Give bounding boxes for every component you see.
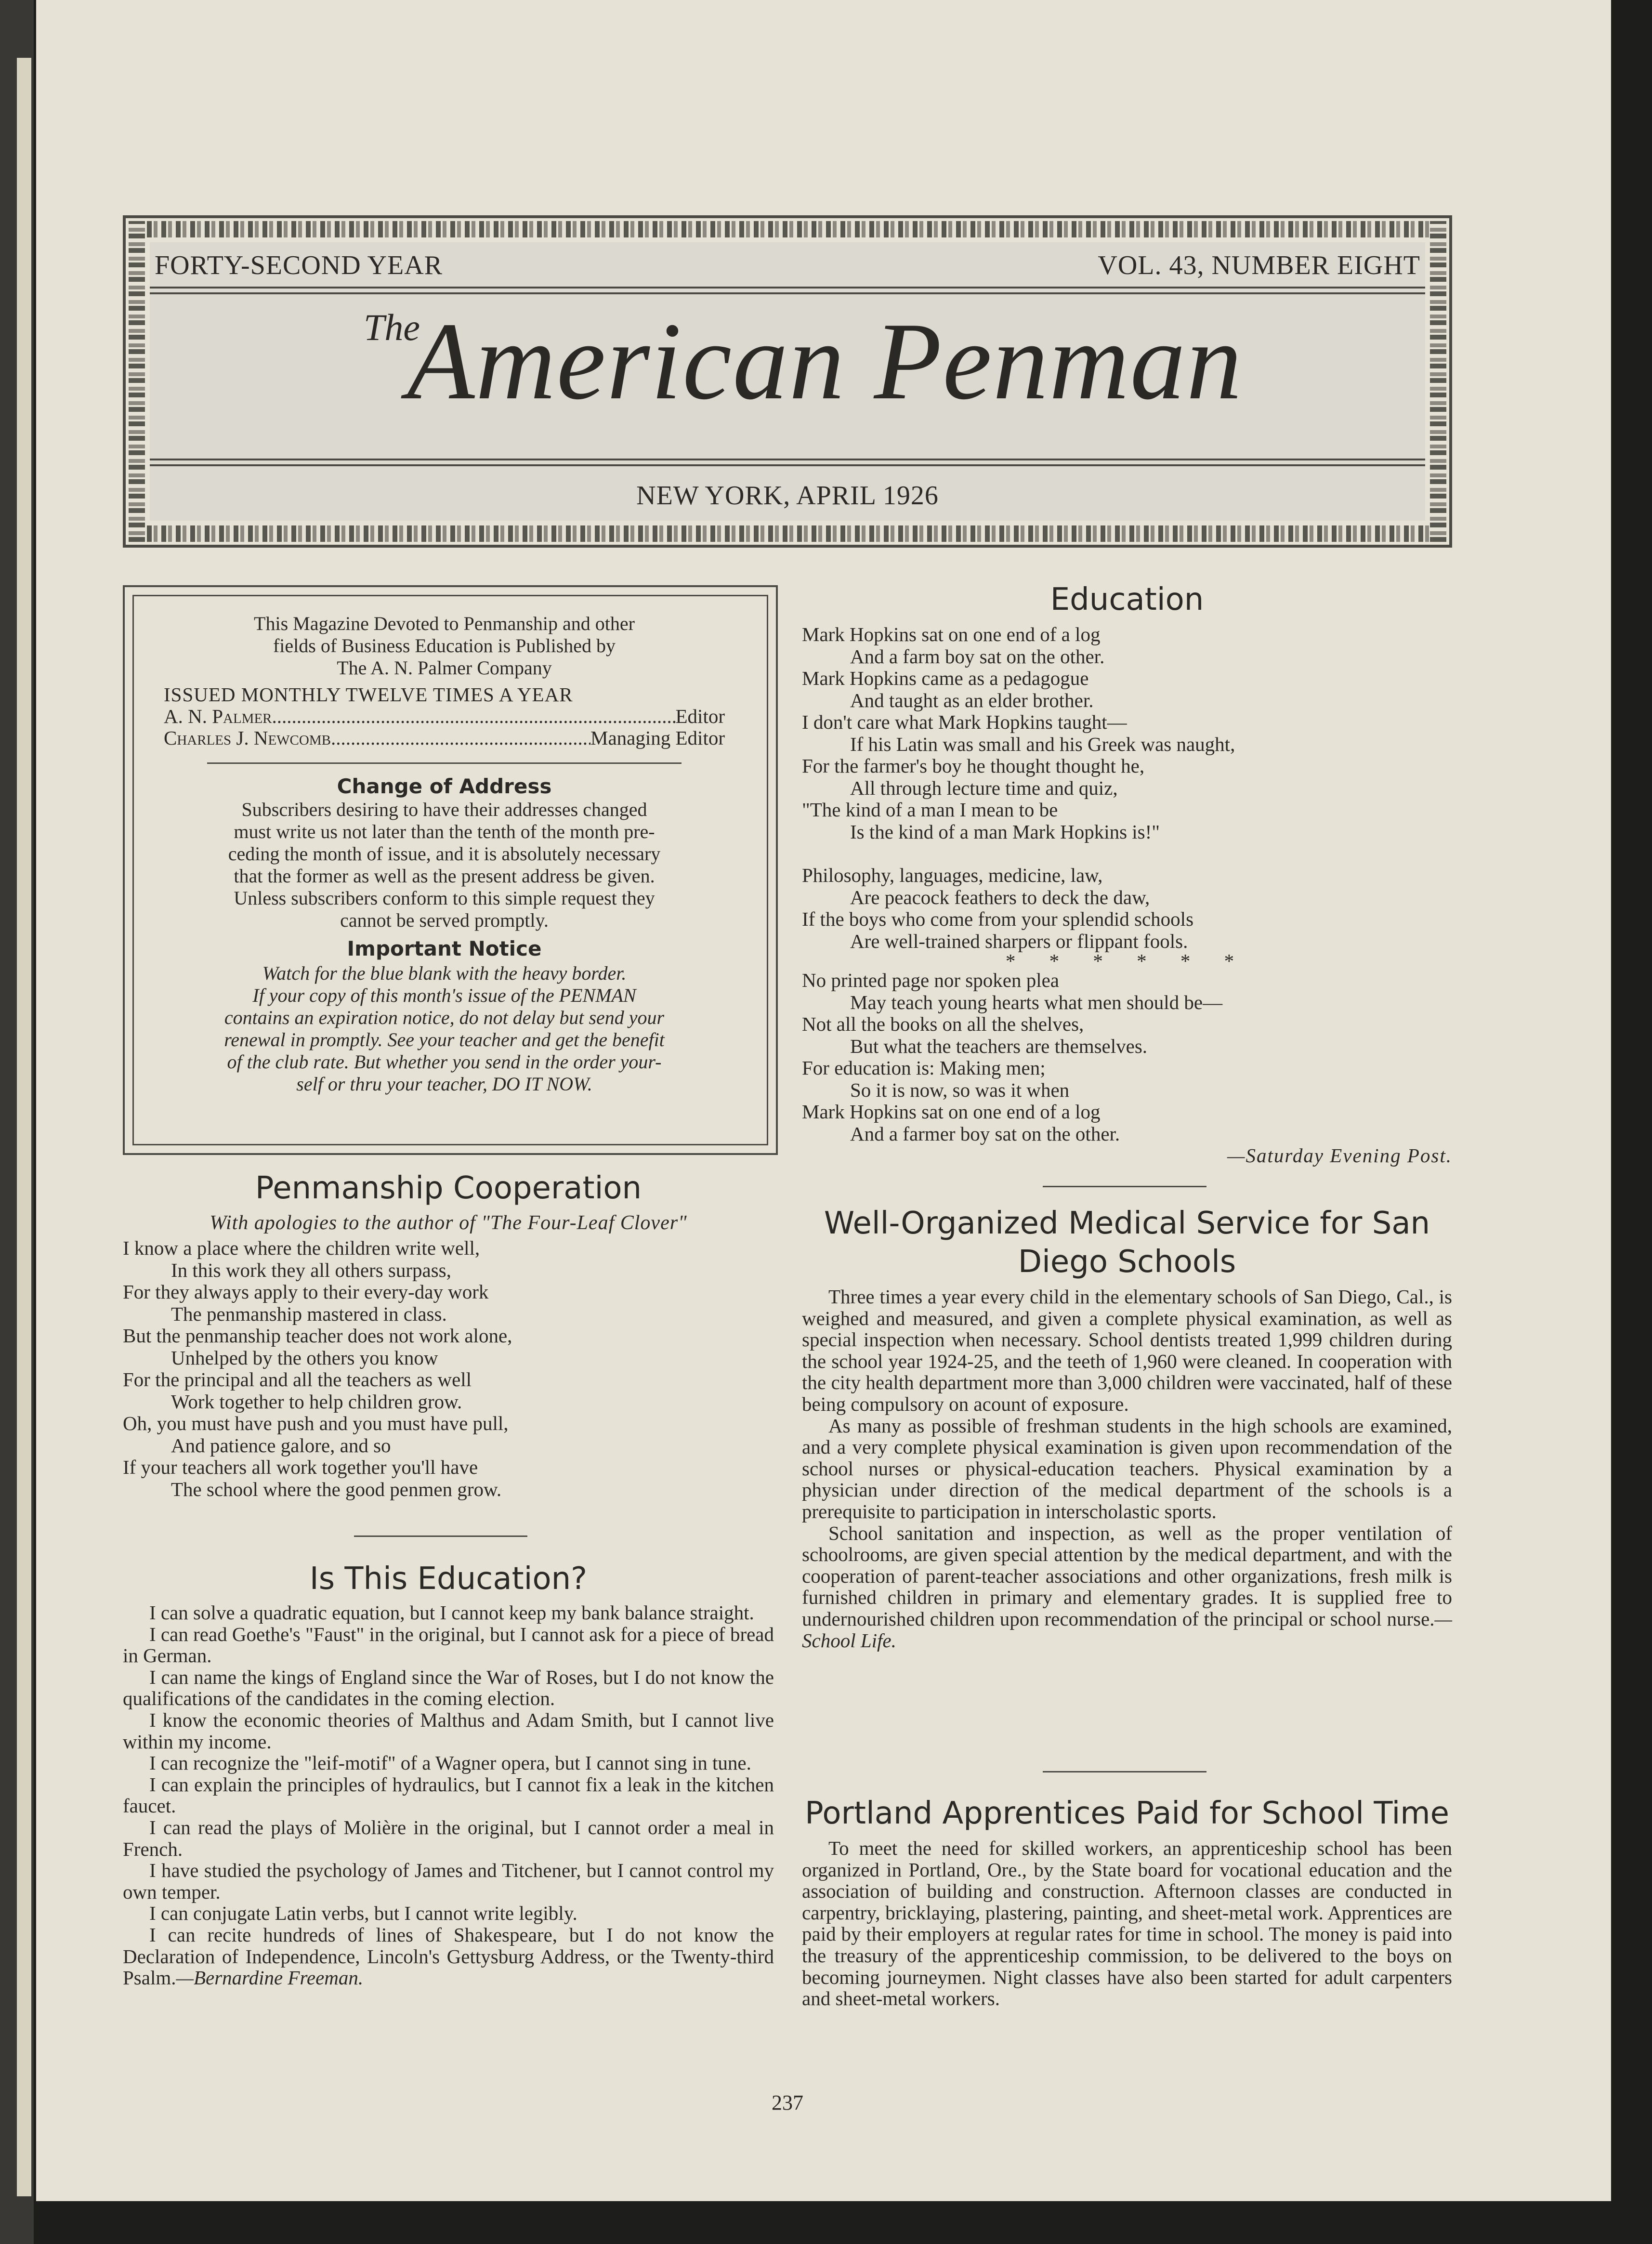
education-poem-article <box>802 576 1452 1167</box>
notice-line: contains an expiration notice, do not delay but send your <box>224 1007 665 1028</box>
poem-line: All through lecture time and quiz, <box>850 776 1118 799</box>
notice-line: If your copy of this month's issue of the PENMAN <box>252 984 636 1006</box>
education-credit: —Saturday Evening Post. <box>1227 1144 1452 1167</box>
poem-line: And a farmer boy sat on the other. <box>850 1122 1120 1145</box>
education-stanza <box>802 865 1452 952</box>
masthead-dateline: NEW YORK, APRIL 1926 <box>636 481 939 511</box>
medical-credit: —School Life. <box>802 1607 1452 1652</box>
masthead-title: American Penman <box>407 300 1243 422</box>
poem-line: "The kind of a man I mean to be <box>802 799 1058 821</box>
masthead-volume: VOL. 43, NUMBER EIGHT <box>1098 250 1420 280</box>
poem-line: And taught as an elder brother. <box>850 689 1094 711</box>
poem-line: So it is now, so was it when <box>850 1078 1070 1101</box>
poem-line: Is the kind of a man Mark Hopkins is!" <box>850 820 1160 843</box>
paragraph: I can recognize the "leif-motif" of a Wagner opera, but I cannot sing in tune. <box>149 1752 751 1774</box>
info-line: This Magazine Devoted to Penmanship and other <box>254 613 635 634</box>
poem-line: Mark Hopkins sat on one end of a log <box>802 623 1101 645</box>
facing-page-margin <box>17 58 31 2196</box>
page-number: 237 <box>772 2091 803 2114</box>
notice-line: self or thru your teacher, DO IT NOW. <box>296 1073 592 1095</box>
change-address-line: ceding the month of issue, and it is absolutely necessary <box>228 843 661 865</box>
is-education-article <box>123 1556 774 1989</box>
cooperation-subtitle: With apologies to the author of "The Four-Leaf Clover" <box>210 1212 687 1234</box>
medical-article <box>802 1204 1452 1651</box>
paragraph: I can conjugate Latin verbs, but I cannot write legibly. <box>149 1902 577 1925</box>
info-divider <box>207 762 682 764</box>
cooperation-poem <box>123 1237 774 1500</box>
poem-line: For education is: Making men; <box>802 1057 1046 1079</box>
important-notice-heading: Important Notice <box>347 937 542 960</box>
notice-line: Watch for the blue blank with the heavy border. <box>262 962 627 984</box>
poem-line: For the principal and all the teachers as well <box>123 1368 472 1391</box>
paragraph: I can solve a quadratic equation, but I cannot keep my bank balance straight. <box>149 1601 754 1624</box>
is-education-credit: —Bernardine Freeman. <box>176 1967 364 1989</box>
poem-line: I know a place where the children write well, <box>123 1237 480 1259</box>
paragraph: I can name the kings of England since the War of Roses, but I do not know the qualifications of the candidates in the coming election. <box>123 1666 774 1710</box>
editor-line <box>164 706 725 727</box>
masthead-rule-lower <box>150 459 1425 460</box>
poem-line: And a farm boy sat on the other. <box>850 645 1105 668</box>
poem-line: Work together to help children grow. <box>171 1390 462 1413</box>
paragraph: I can recite hundreds of lines of Shakespeare, but I do not know the Declaration of Independence, Lincoln's Gettysburg Address, or the Twenty-third Psalm.—Bernardine Freeman. <box>123 1923 774 1989</box>
poem-line: Oh, you must have push and you must have pull, <box>123 1412 509 1434</box>
masthead-rule-lower-2 <box>150 464 1425 466</box>
masthead-title-the: The <box>364 306 420 348</box>
portland-title: Portland Apprentices Paid for School Time <box>805 1796 1449 1831</box>
editor-role: Editor <box>675 705 725 727</box>
poem-line: In this work they all others surpass, <box>171 1259 451 1281</box>
masthead-rule-upper <box>150 287 1425 289</box>
managing-editor-line <box>164 727 725 749</box>
poem-line: May teach young hearts what men should be— <box>850 991 1223 1013</box>
poem-line: If your teachers all work together you'll have <box>123 1456 478 1478</box>
paragraph: I have studied the psychology of James and Titchener, but I cannot control my own temper. <box>123 1859 774 1903</box>
medical-title: Well-Organized Medical Service for San <box>824 1206 1430 1241</box>
paragraph: I can read the plays of Molière in the original, but I cannot order a meal in French. <box>123 1816 774 1860</box>
managing-editor-role: Managing Editor <box>590 727 725 749</box>
important-notice-text <box>164 962 725 1095</box>
notice-line: of the club rate. But whether you send in the order your- <box>227 1051 662 1073</box>
portland-body: To meet the need for skilled workers, an apprenticeship school has been organized in Portland, Ore., by the State board for vocational education and the association of building and construction. Afternoon classes are conducted in carpentry, bricklaying, plastering, painting, and sheet-metal work. Apprentices are paid by their employers at regular rates for time in school. The money is paid into the treasury of the apprenticeship commission, to be delivered to the boys on becoming journeymen. Night classes have also been started for adult carpenters and sheet-metal workers. <box>802 1837 1452 2010</box>
is-education-title: Is This Education? <box>309 1561 588 1597</box>
poem-line: If his Latin was small and his Greek was naught, <box>850 733 1235 755</box>
education-title: Education <box>1050 582 1204 617</box>
paragraph: I can read Goethe's "Faust" in the original, but I cannot ask for a piece of bread in German. <box>123 1623 774 1667</box>
poem-line: For the farmer's boy he thought thought he, <box>802 755 1145 777</box>
poem-line: But what the teachers are themselves. <box>850 1035 1148 1057</box>
notice-line: renewal in promptly. See your teacher and get the benefit <box>224 1029 665 1050</box>
cooperation-title: Penmanship Cooperation <box>255 1170 642 1206</box>
managing-editor-name: Charles J. Newcomb <box>164 727 331 749</box>
paragraph: I know the economic theories of Malthus and Adam Smith, but I cannot live within my income. <box>123 1708 774 1753</box>
poem-line: I don't care what Mark Hopkins taught— <box>802 711 1127 733</box>
poem-line: No printed page nor spoken plea <box>802 969 1059 991</box>
change-address-text <box>164 799 725 932</box>
paragraph: I can explain the principles of hydraulics, but I cannot fix a leak in the kitchen faucet. <box>123 1773 774 1817</box>
editor-name: A. N. Palmer <box>164 705 272 727</box>
poem-line: Philosophy, languages, medicine, law, <box>802 864 1103 886</box>
stanza-separator: * * * * * * <box>1005 950 1249 972</box>
change-address-line: Unless subscribers conform to this simple request they <box>234 887 655 909</box>
masthead <box>123 215 1452 548</box>
poem-line: Unhelped by the others you know <box>171 1346 438 1369</box>
masthead-ornament-bottom <box>132 525 1442 542</box>
change-address-line: Subscribers desiring to have their addresses changed <box>241 799 647 820</box>
poem-line: But the penmanship teacher does not work alone, <box>123 1325 512 1347</box>
poem-line: And patience galore, and so <box>171 1434 391 1457</box>
poem-line: The school where the good penmen grow. <box>171 1478 502 1500</box>
masthead-ornament-top <box>132 221 1442 237</box>
masthead-year: FORTY-SECOND YEAR <box>155 250 443 280</box>
article-divider <box>1043 1771 1206 1772</box>
masthead-rule-upper-2 <box>150 292 1425 294</box>
poem-line: For they always apply to their every-day work <box>123 1281 489 1303</box>
cooperation-article <box>123 1168 774 1500</box>
poem-line: Mark Hopkins came as a pedagogue <box>802 667 1089 689</box>
change-address-line: must write us not later than the tenth of the month pre- <box>234 821 655 842</box>
article-divider <box>1043 1186 1206 1187</box>
education-stanza <box>802 970 1452 1145</box>
paragraph: Three times a year every child in the elementary schools of San Diego, Cal., is weighed and measured, and given a complete physical examination, as well as special inspection when necessary. School dentists treated 1,999 children during the school year 1924-25, and the teeth of 1,960 were cleaned. In cooperation with the city health department more than 3,000 children were vaccinated, half of these being compulsory on acount of exposure. <box>802 1286 1452 1415</box>
paragraph: School sanitation and inspection, as well as the proper ventilation of schoolrooms, are given special attention by the medical department, and with the cooperation of parent-teacher associations and other organizations, fresh milk is furnished children in primary and elementary grades. It is supplied free to undernourished children upon recommendation of the principal or school nurse.—School Life. <box>802 1522 1452 1652</box>
change-address-line: cannot be served promptly. <box>340 909 549 931</box>
change-address-line: that the former as well as the present address be given. <box>234 865 655 887</box>
poem-line: Are well-trained sharpers or flippant fools. <box>850 930 1188 952</box>
poem-line: The penmanship mastered in class. <box>171 1302 447 1325</box>
change-address-heading: Change of Address <box>337 774 552 798</box>
medical-title-2: Diego Schools <box>1018 1244 1236 1280</box>
paragraph: As many as possible of freshman students in the high schools are examined, and a very complete physical examination is given upon recommendation of the school nurses or physical-education teachers. Physical examination by a physician under direction of the medical department of the schools is a prerequisite to participation in interscholastic sports. <box>802 1414 1452 1522</box>
info-issued: ISSUED MONTHLY TWELVE TIMES A YEAR <box>164 683 573 706</box>
poem-line: Are peacock feathers to deck the daw, <box>850 886 1150 908</box>
portland-article <box>802 1789 1452 2009</box>
publisher-info-content <box>164 613 725 1095</box>
education-stanza <box>802 624 1452 843</box>
poem-line: Mark Hopkins sat on one end of a log <box>802 1101 1101 1123</box>
info-line: fields of Business Education is Published by <box>273 635 616 656</box>
is-education-body <box>123 1602 774 1989</box>
poem-line: If the boys who come from your splendid schools <box>802 908 1194 930</box>
medical-body <box>802 1286 1452 1651</box>
article-divider <box>354 1535 527 1537</box>
info-line: The A. N. Palmer Company <box>337 657 552 679</box>
poem-line: Not all the books on all the shelves, <box>802 1013 1084 1035</box>
